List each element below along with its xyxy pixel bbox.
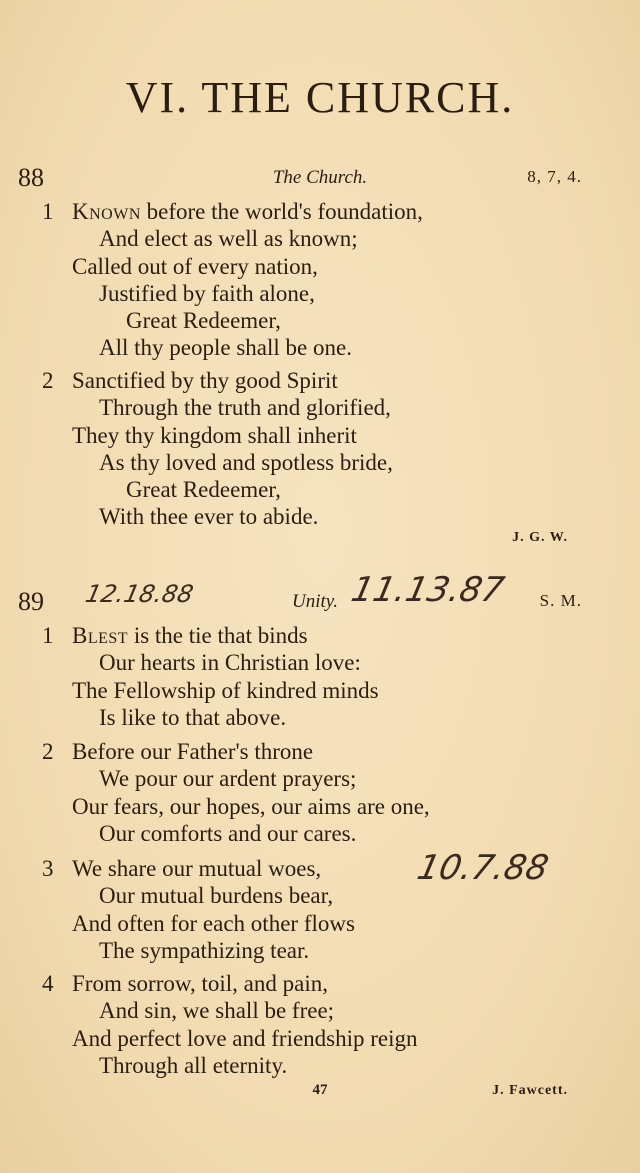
- handwritten-date: 10.7.88: [413, 848, 553, 888]
- verse-line-text: Sanctified by thy good Spirit: [72, 368, 338, 393]
- section-title: VI. THE CHURCH.: [125, 73, 515, 122]
- verse-line: Great Redeemer,: [126, 308, 281, 334]
- verse-line: And sin, we shall be free;: [99, 998, 335, 1024]
- verse-line: The Fellowship of kindred minds: [72, 677, 379, 703]
- hymn-author: J. Fawcett.: [492, 1083, 568, 1098]
- stanza-number: 3: [42, 856, 54, 881]
- verse-line: And perfect love and friendship reign: [72, 1025, 418, 1051]
- hymn-number: 89: [18, 587, 44, 616]
- verse-line: Great Redeemer,: [126, 477, 281, 503]
- stanza: [0, 622, 640, 731]
- verse-line: [0, 367, 640, 394]
- verse-line: And elect as well as known;: [99, 226, 358, 252]
- verse-line-text: before the world's foundation,: [140, 199, 423, 224]
- hymn-title: The Church.: [272, 167, 368, 188]
- stanza: [0, 367, 640, 531]
- verse-line: The sympathizing tear.: [99, 937, 310, 963]
- verse-opening-word: Blest: [72, 623, 129, 648]
- handwritten-date: 12.18.88: [83, 580, 196, 608]
- handwritten-date: 11.13.87: [347, 570, 508, 610]
- verse-line: And often for each other flows: [72, 910, 355, 936]
- verse-line: [0, 738, 640, 765]
- verse-line: Our mutual burdens bear,: [99, 883, 334, 909]
- verse-line: Justified by faith alone,: [99, 280, 315, 306]
- verse-line: As thy loved and spotless bride,: [99, 449, 393, 475]
- verse-line-text: We share our mutual woes,: [72, 856, 322, 881]
- stanza-number: 2: [42, 739, 54, 764]
- hymn-number: 88: [18, 163, 44, 192]
- stanza: [0, 970, 640, 1079]
- verse-line: [0, 198, 640, 225]
- verse-line: With thee ever to abide.: [99, 504, 319, 530]
- verse-line-text: is the tie that binds: [128, 623, 308, 648]
- verse-line: [0, 622, 640, 649]
- verse-line: [0, 970, 640, 997]
- stanza-number: 1: [42, 623, 54, 648]
- stanza: [0, 198, 640, 362]
- verse-line: Through the truth and glorified,: [99, 395, 391, 421]
- verse-opening-word: Known: [72, 199, 141, 224]
- verse-line: All thy people shall be one.: [99, 335, 352, 361]
- hymn-title: Unity.: [292, 591, 338, 612]
- page-number: 47: [312, 1082, 328, 1098]
- verse-line: Through all eternity.: [99, 1052, 288, 1078]
- verse-line-text: From sorrow, toil, and pain,: [72, 971, 328, 996]
- verse-line: Our hearts in Christian love:: [99, 650, 361, 676]
- hymn-meter: S. M.: [539, 591, 582, 610]
- verse-line: Called out of every nation,: [72, 253, 318, 279]
- verse-line: They thy kingdom shall inherit: [72, 422, 357, 448]
- verse-line: We pour our ardent prayers;: [99, 766, 357, 792]
- stanza-number: 4: [42, 971, 54, 996]
- stanza-number: 1: [42, 199, 54, 224]
- verse-line: Is like to that above.: [99, 704, 287, 730]
- verse-line-text: Before our Father's throne: [72, 739, 314, 764]
- stanza-number: 2: [42, 368, 54, 393]
- hymn-88-header: [0, 163, 640, 193]
- verse-line: Our comforts and our cares.: [99, 820, 357, 846]
- hymn-author: J. G. W.: [512, 530, 568, 545]
- hymn-meter: 8, 7, 4.: [527, 167, 582, 186]
- stanza: [0, 738, 640, 847]
- verse-line: Our fears, our hopes, our aims are one,: [72, 793, 430, 819]
